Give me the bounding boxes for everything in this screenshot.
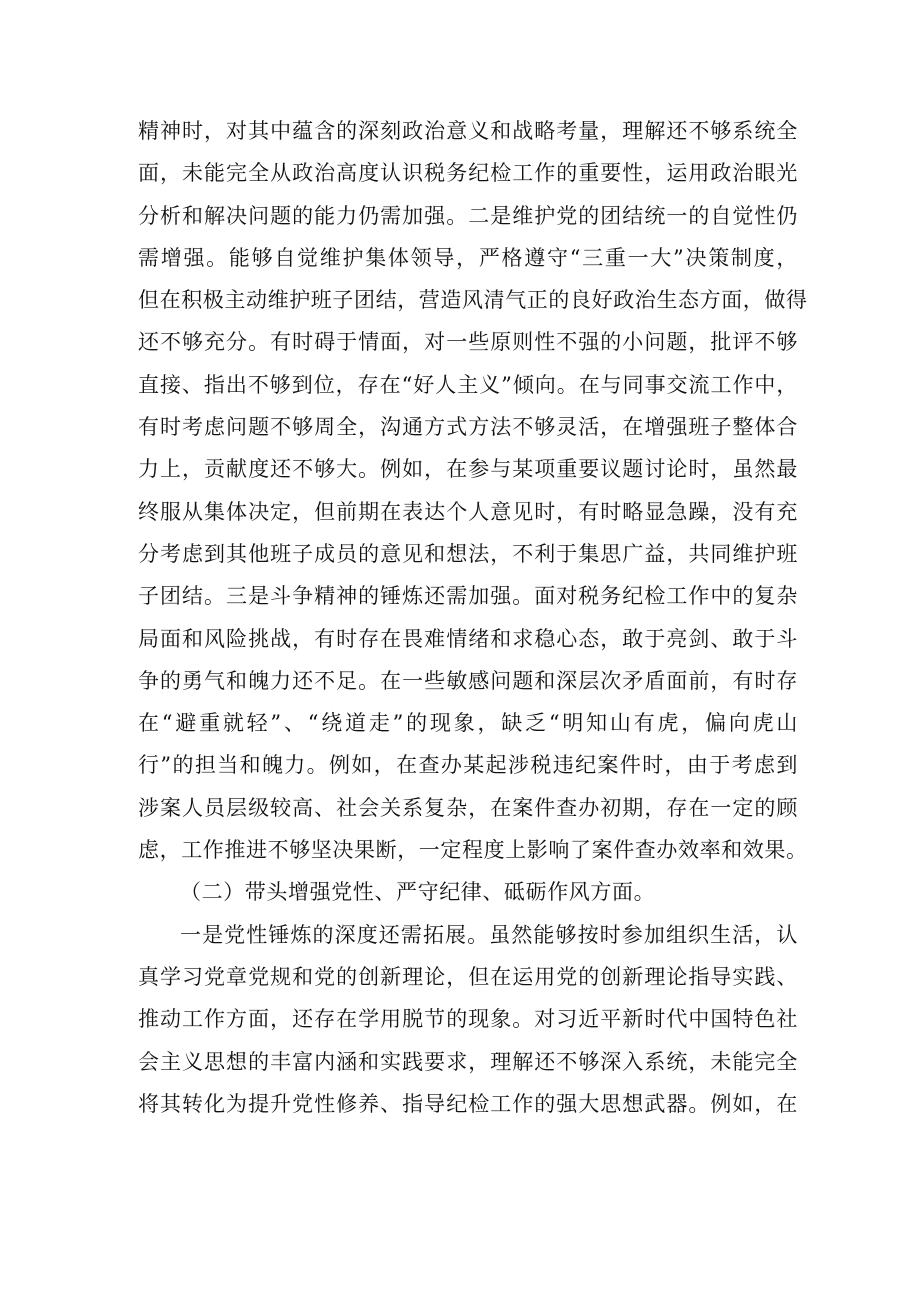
text-line: 涉案人员层级较高、社会关系复杂，在案件查办初期，存在一定的顾 (138, 795, 798, 820)
text-line: 分考虑到其他班子成员的意见和想法，不利于集思广益，共同维护班 (138, 541, 798, 566)
text-line: 行”的担当和魄力。例如，在查办某起涉税违纪案件时，由于考虑到 (138, 753, 798, 778)
paragraph-1 (138, 110, 808, 871)
text-line: 会主义思想的丰富内涵和实践要求，理解还不够深入系统，未能完全 (138, 1049, 798, 1074)
text-line: 有时考虑问题不够周全，沟通方式方法不够灵活，在增强班子整体合 (138, 415, 798, 440)
text-line: 精神时，对其中蕴含的深刻政治意义和战略考量，理解还不够系统全 (138, 119, 798, 143)
text-line: 虑，工作推进不够坚决果断，一定程度上影响了案件查办效率和效果。 (138, 838, 808, 863)
text-line: 需增强。能够自觉维护集体领导，严格遵守“三重一大”决策制度， (138, 245, 798, 270)
text-line: 真学习党章党规和党的创新理论，但在运用党的创新理论指导实践、 (138, 964, 798, 989)
text-line: 一是党性锤炼的深度还需拓展。虽然能够按时参加组织生活，认 (180, 922, 798, 947)
text-line: 子团结。三是斗争精神的锤炼还需加强。面对税务纪检工作中的复杂 (138, 584, 798, 609)
text-line: 将其转化为提升党性修养、指导纪检工作的强大思想武器。例如，在 (138, 1091, 798, 1116)
text-line: 还不够充分。有时碍于情面，对一些原则性不强的小问题，批评不够 (138, 330, 798, 355)
paragraph-2 (138, 914, 798, 1125)
text-line: 面，未能完全从政治高度认识税务纪检工作的重要性，运用政治眼光 (138, 161, 798, 186)
text-line: 争的勇气和魄力还不足。在一些敏感问题和深层次矛盾面前，有时存 (138, 668, 798, 693)
text-line: 推动工作方面，还存在学用脱节的现象。对习近平新时代中国特色社 (138, 1007, 798, 1032)
text-line: 终服从集体决定，但前期在表达个人意见时，有时略显急躁，没有充 (138, 499, 798, 524)
text-line: 局面和风险挑战，有时存在畏难情绪和求稳心态，敢于亮剑、敢于斗 (138, 626, 798, 651)
text-line: 分析和解决问题的能力仍需加强。二是维护党的团结统一的自觉性仍 (138, 203, 798, 228)
text-line: 直接、指出不够到位，存在“好人主义”倾向。在与同事交流工作中， (138, 372, 798, 397)
text-line: 力上，贡献度还不够大。例如，在参与某项重要议题讨论时，虽然最 (138, 457, 798, 482)
document-body (138, 110, 808, 1125)
text-line: 在“避重就轻”、“绕道走”的现象，缺乏“明知山有虎，偏向虎山 (138, 711, 798, 736)
section-heading: （二）带头增强党性、严守纪律、砥砺作风方面。 (180, 880, 656, 905)
text-line: 但在积极主动维护班子团结，营造风清气正的良好政治生态方面，做得 (138, 288, 808, 313)
